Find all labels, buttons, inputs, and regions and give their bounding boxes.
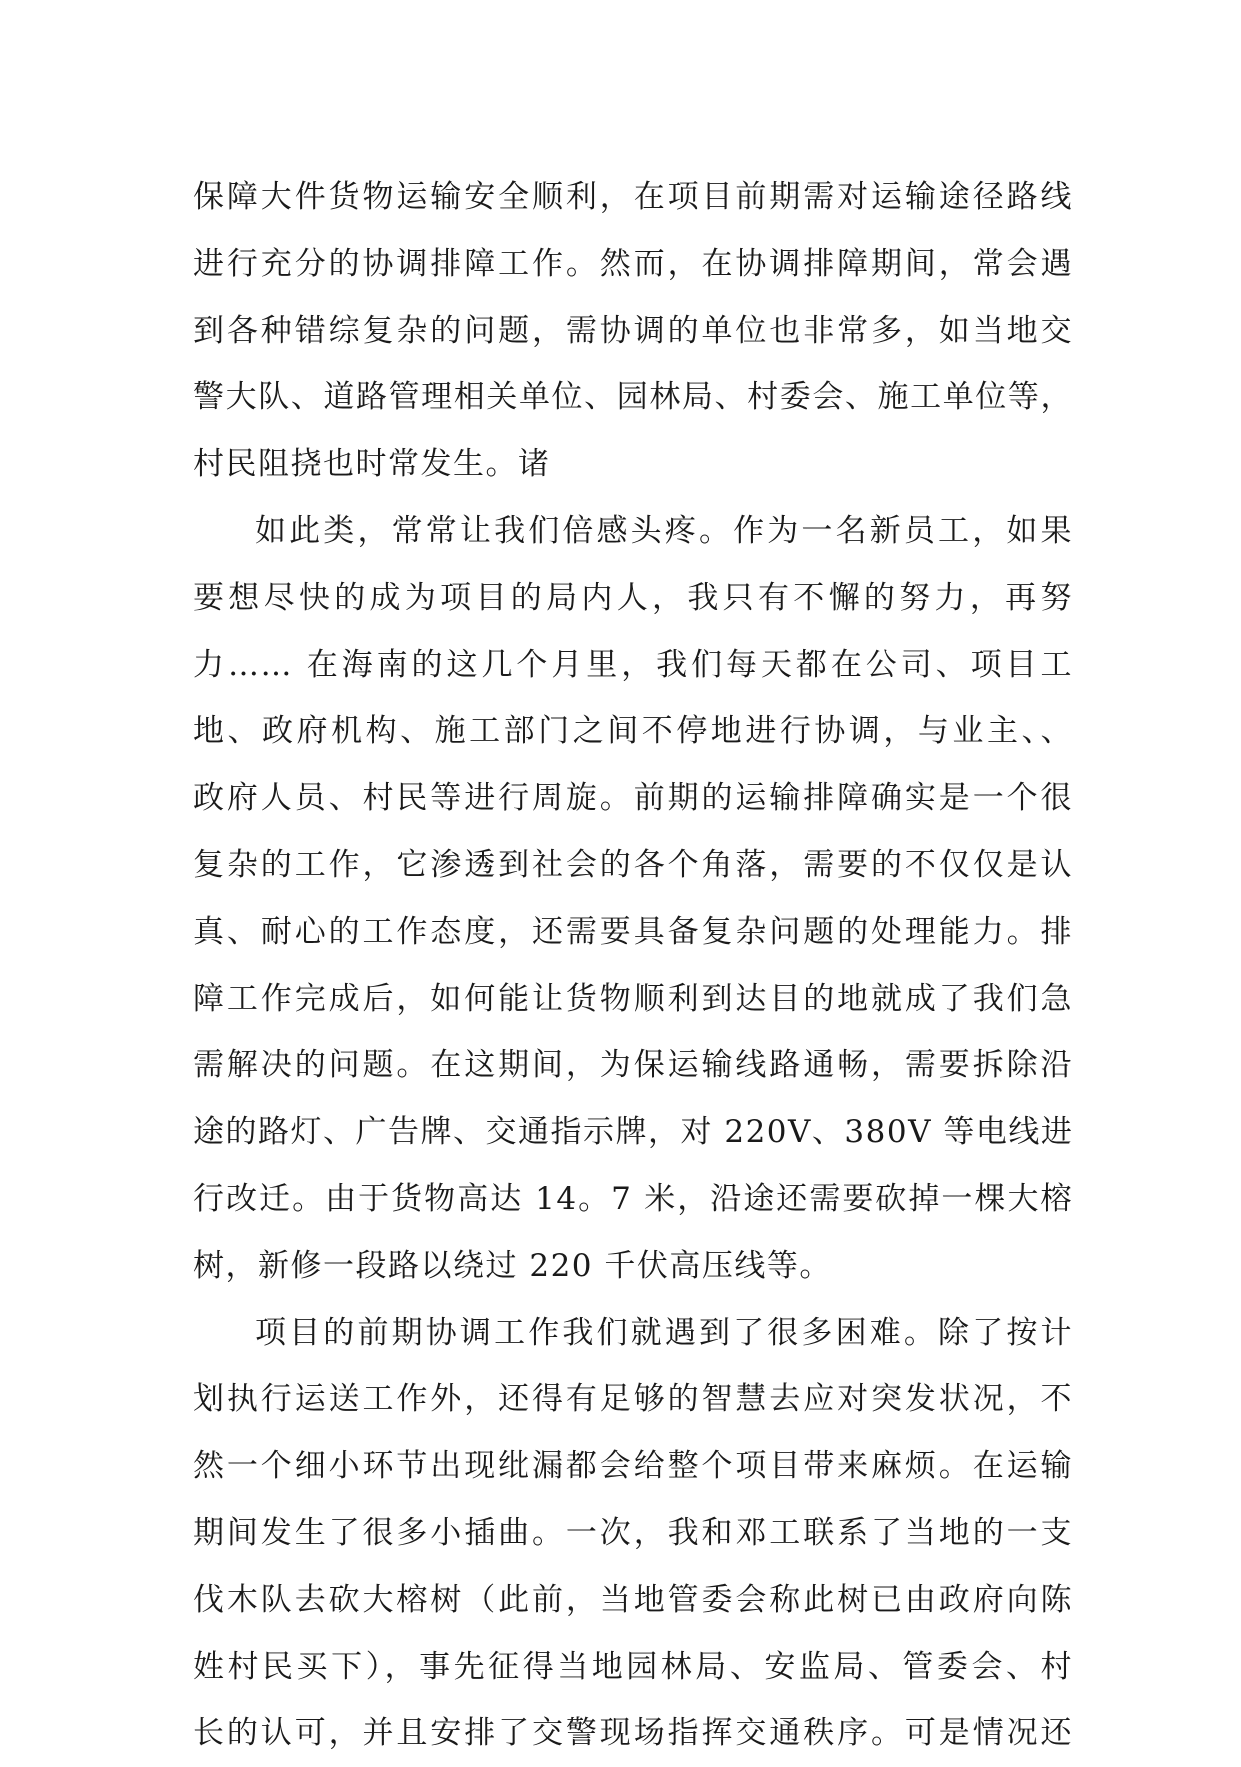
paragraph-2-line-1: 如此类，常常让我们倍感头疼。作为一名新员工，如果 — [255, 512, 1073, 549]
paragraph-3-line-6: 姓村民买下），事先征得当地园林局、安监局、管委会、村 — [193, 1648, 1073, 1685]
document-body — [193, 164, 1073, 1767]
paragraph-3-line-1: 项目的前期协调工作我们就遇到了很多困难。除了按计 — [255, 1314, 1073, 1351]
paragraph-3-line-2: 划执行运送工作外，还得有足够的智慧去应对突发状况，不 — [193, 1381, 1073, 1418]
paragraph-2-line-12: 树，新修一段路以绕过 220 千伏高压线等。 — [193, 1247, 832, 1284]
paragraph-2-line-4: 地、政府机构、施工部门之间不停地进行协调，与业主、、 — [193, 713, 1073, 750]
paragraph-1-line-4: 警大队、道路管理相关单位、园林局、村委会、施工单位等， — [193, 379, 1073, 416]
paragraph-3-line-4: 期间发生了很多小插曲。一次，我和邓工联系了当地的一支 — [193, 1514, 1073, 1551]
paragraph-2-line-8: 障工作完成后，如何能让货物顺利到达目的地就成了我们急 — [193, 980, 1073, 1017]
paragraph-2-line-11: 行改迁。由于货物高达 14。7 米，沿途还需要砍掉一棵大榕 — [193, 1180, 1073, 1217]
paragraph-3-line-3: 然一个细小环节出现纰漏都会给整个项目带来麻烦。在运输 — [193, 1448, 1073, 1485]
paragraph-1-line-1: 保障大件货物运输安全顺利，在项目前期需对运输途径路线 — [193, 179, 1073, 215]
paragraph-2-line-10: 途的路灯、广告牌、交通指示牌，对 220V、380V 等电线进 — [193, 1114, 1074, 1151]
paragraph-2-line-6: 复杂的工作，它渗透到社会的各个角落，需要的不仅仅是认 — [193, 846, 1073, 883]
paragraph-1-line-5: 村民阻挠也时常发生。诸 — [193, 446, 551, 483]
paragraph-2-line-5: 政府人员、村民等进行周旋。前期的运输排障确实是一个很 — [193, 780, 1073, 817]
paragraph-2-line-7: 真、耐心的工作态度，还需要具备复杂问题的处理能力。排 — [193, 913, 1073, 950]
paragraph-1-line-3: 到各种错综复杂的问题，需协调的单位也非常多，如当地交 — [193, 312, 1073, 349]
paragraph-3-line-7: 长的认可，并且安排了交警现场指挥交通秩序。可是情况还 — [193, 1715, 1073, 1752]
paragraph-2-line-9: 需解决的问题。在这期间，为保运输线路通畅，需要拆除沿 — [193, 1047, 1073, 1084]
paragraph-3-line-5: 伐木队去砍大榕树（此前，当地管委会称此树已由政府向陈 — [193, 1581, 1073, 1618]
paragraph-2-line-2: 要想尽快的成为项目的局内人，我只有不懈的努力，再努 — [193, 579, 1073, 616]
paragraph-1-line-2: 进行充分的协调排障工作。然而，在协调排障期间，常会遇 — [193, 245, 1073, 282]
paragraph-2-line-3: 力…… 在海南的这几个月里，我们每天都在公司、项目工 — [193, 646, 1073, 683]
